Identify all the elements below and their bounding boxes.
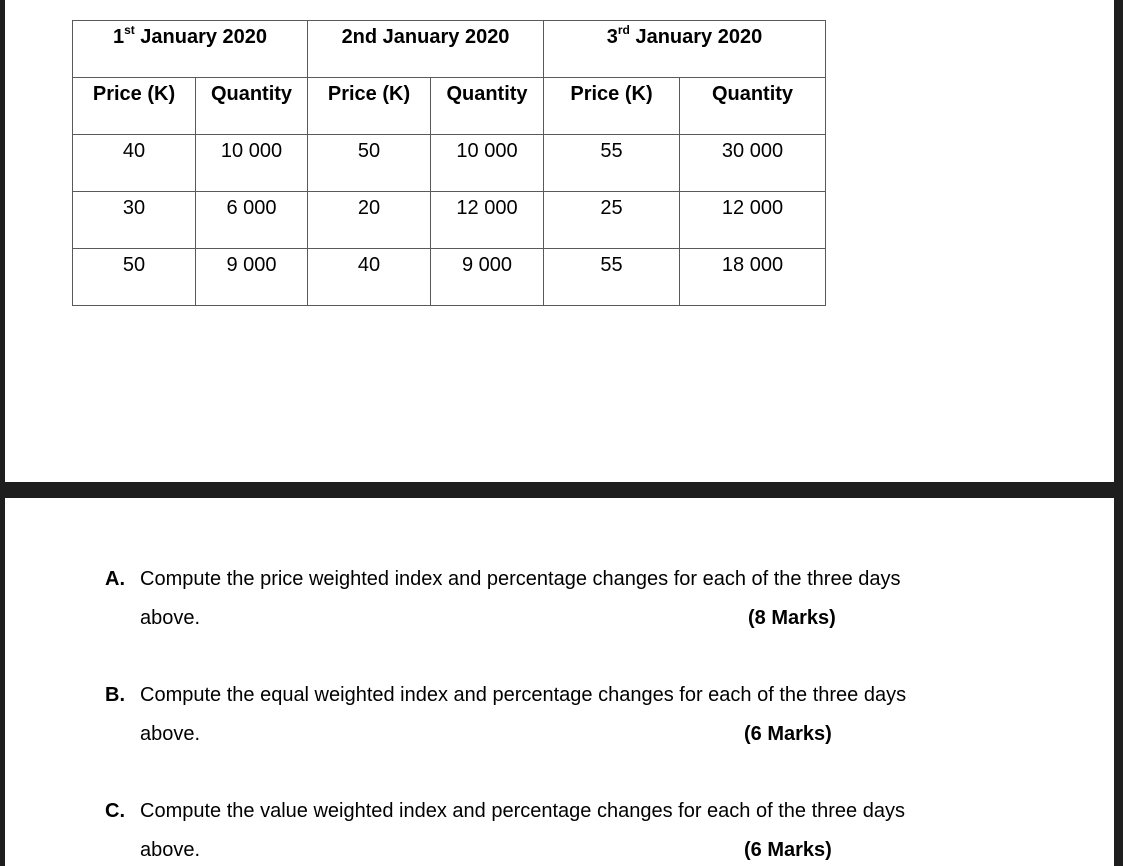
column-header: Price (K) [308, 78, 431, 135]
table-cell: 30 000 [680, 135, 826, 192]
column-header: Price (K) [73, 78, 196, 135]
table-cell: 10 000 [431, 135, 544, 192]
price-quantity-table [72, 20, 826, 306]
column-header: Price (K) [544, 78, 680, 135]
date-header-day1: 1st January 2020 [73, 21, 308, 78]
table-cell: 50 [73, 249, 196, 306]
question-text: Compute the equal weighted index and percentage changes for each of the three days [140, 684, 907, 706]
question-marks: (6 Marks) [744, 839, 832, 861]
table-cell: 50 [308, 135, 431, 192]
document-page-top [5, 0, 1114, 482]
question-letter: B. [105, 684, 125, 706]
table-row [73, 135, 826, 192]
table-cell: 9 000 [196, 249, 308, 306]
column-header: Quantity [680, 78, 826, 135]
table-cell: 6 000 [196, 192, 308, 249]
question-text-continued: above. [140, 723, 201, 745]
table-cell: 9 000 [431, 249, 544, 306]
table-cell: 40 [308, 249, 431, 306]
question-marks: (6 Marks) [744, 723, 832, 745]
question-text: Compute the price weighted index and percentage changes for each of the three days [140, 568, 901, 590]
question-letter: A. [105, 568, 125, 590]
question-text-continued: above. [140, 607, 201, 629]
table-cell: 55 [544, 135, 680, 192]
column-header: Quantity [431, 78, 544, 135]
date-header-day3: 3rd January 2020 [544, 21, 826, 78]
table-cell: 30 [73, 192, 196, 249]
date-header-day2: 2nd January 2020 [308, 21, 544, 78]
table-cell: 12 000 [680, 192, 826, 249]
question-text: Compute the value weighted index and percentage changes for each of the three days [140, 800, 905, 822]
column-header-row [73, 78, 826, 135]
table-cell: 40 [73, 135, 196, 192]
table-cell: 18 000 [680, 249, 826, 306]
table-row [73, 249, 826, 306]
table-cell: 12 000 [431, 192, 544, 249]
date-header-row [73, 21, 826, 78]
question-letter: C. [105, 800, 125, 822]
table-cell: 20 [308, 192, 431, 249]
table-row [73, 192, 826, 249]
table-cell: 55 [544, 249, 680, 306]
column-header: Quantity [196, 78, 308, 135]
question-text-continued: above. [140, 839, 201, 861]
question-marks: (8 Marks) [748, 607, 836, 629]
table-cell: 10 000 [196, 135, 308, 192]
document-page-bottom [5, 498, 1114, 866]
table-cell: 25 [544, 192, 680, 249]
